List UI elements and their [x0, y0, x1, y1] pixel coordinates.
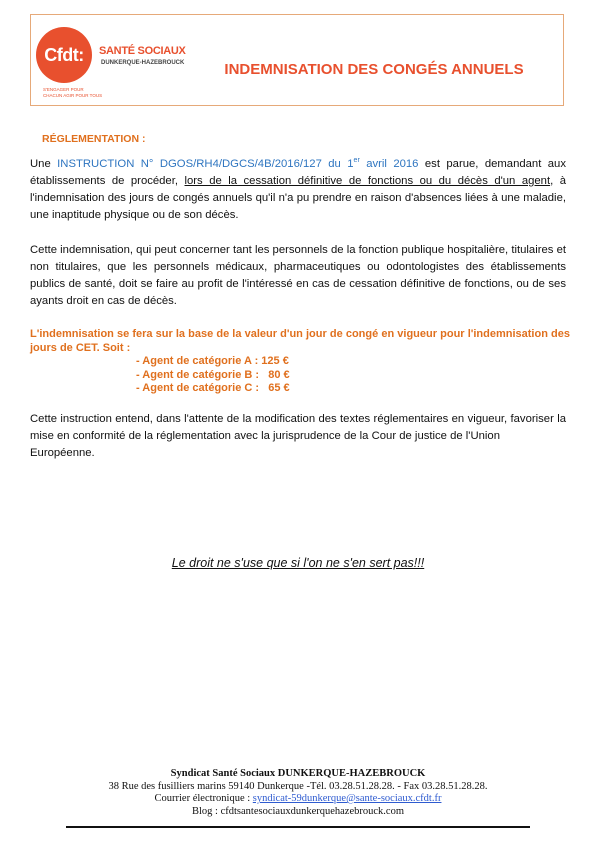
para1-post: , à l'indemnisation des jours de congés annuels qu'il n'a pu prendre en raison d'absences liées à une maladie, une inaptitude physique ou de son décès. — [30, 175, 567, 221]
indemnity-lead: L'indemnisation se fera sur la base de la valeur d'un jour de congé en vigueur pour l'indemnisation des jours de CET. Soit : — [30, 328, 570, 354]
footer-email-link[interactable]: syndicat-59dunkerque@sante-sociaux.cfdt.fr — [252, 793, 442, 804]
motto: Le droit ne s'use que si l'on ne s'en sert pas!!! — [171, 556, 425, 570]
logo-tagline: S'ENGAGER POUR CHACUN AGIR POUR TOUS — [43, 87, 103, 98]
agent-category-list — [30, 355, 570, 396]
footer-address: 38 Rue des fusilliers marins 59140 Dunkerque -Tél. 03.28.51.28.28. - Fax 03.28.51.28.28. — [108, 780, 488, 792]
para3-line-a: Cette instruction entend, dans l'attente de la modification des textes réglementaires en vigueur, favoriser la mise en conformité de la réglementation avec la jurisprudence de la Cour de justice de l'Union — [30, 413, 566, 442]
paragraph-scope: Cette indemnisation, qui peut concerner tant les personnels de la fonction publique hospitalière, titulaires et non titulaires, que les personnels médicaux, pharmaceutiques ou odontologistes des établissements publics de santé, doit se faire au profit de l'intéressé en cas de cessation définitive de fonctions, ou de ses ayants droit en cas de décès. — [30, 244, 566, 307]
para1-pre: Une — [30, 158, 58, 170]
footer-divider — [66, 826, 530, 828]
logo-subtitle: DUNKERQUE-HAZEBROUCK — [101, 60, 185, 66]
instruction-ref-sup: er — [353, 157, 360, 165]
agent-category-b: - Agent de catégorie B : 80 € — [136, 368, 290, 381]
instruction-ref-a: INSTRUCTION N° DGOS/RH4/DGCS/4B/2016/127 du 1 — [57, 158, 354, 170]
footer-org: Syndicat Santé Sociaux DUNKERQUE-HAZEBROUCK — [170, 768, 426, 779]
footer — [0, 768, 596, 818]
logo-mark: Cfdt: — [36, 27, 92, 83]
para1-underlined: lors de la cessation définitive de fonctions ou du décès d'un agent — [184, 175, 551, 187]
logo-name: SANTÉ SOCIAUX — [99, 45, 186, 57]
section-heading: RÉGLEMENTATION : — [42, 133, 146, 145]
footer-email-label: Courrier électronique : — [154, 793, 253, 804]
para3-line-b: Européenne. — [30, 447, 95, 459]
header — [30, 14, 564, 106]
cfdt-logo — [31, 15, 186, 105]
para1-mid: est parue, demandant aux établissements de procéder, — [30, 158, 566, 187]
paragraph-conformity — [30, 411, 566, 462]
footer-email-line — [0, 793, 596, 806]
document-title: INDEMNISATION DES CONGÉS ANNUELS — [224, 61, 524, 78]
footer-blog: Blog : cfdtsantesociauxdunkerquehazebrouck.com — [192, 805, 404, 817]
agent-category-c: - Agent de catégorie C : 65 € — [136, 382, 290, 394]
instruction-ref-b: avril 2016 — [359, 158, 419, 170]
paragraph-instruction — [30, 156, 566, 224]
instruction-reference-link[interactable] — [57, 158, 418, 170]
indemnity-block — [30, 328, 570, 396]
agent-category-a: - Agent de catégorie A : 125 € — [136, 355, 289, 367]
